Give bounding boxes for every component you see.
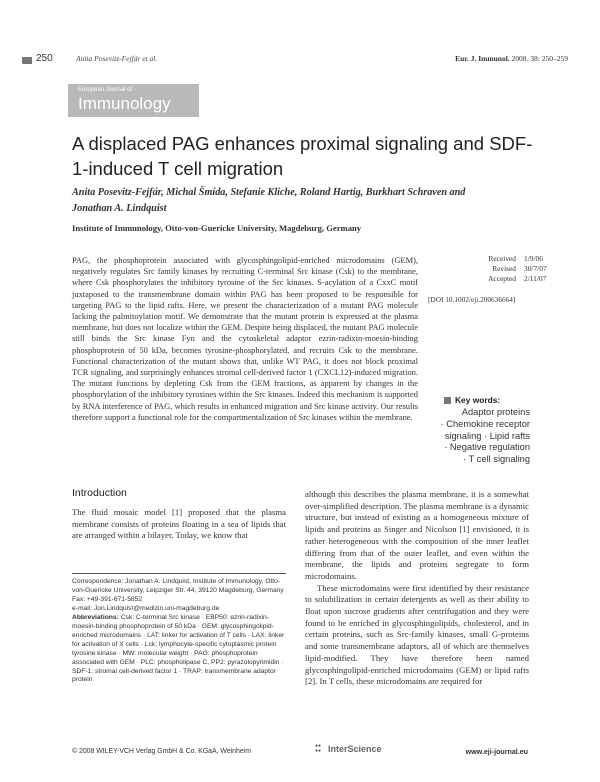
copyright: © 2008 WILEY-VCH Verlag GmbH & Co. KGaA, Weinheim (72, 748, 251, 755)
running-author: Anita Posevitz-Fejfár et al. (76, 54, 158, 63)
section-heading-introduction: Introduction (72, 487, 127, 499)
article-dates (452, 254, 562, 284)
footnote-divider (72, 573, 286, 574)
keyword-line: · Chemokine receptor (440, 418, 530, 429)
journal-citation (455, 54, 568, 63)
paragraph: These microdomains were first identified by their resistance to solubilization in certain detergents as well as their ability to float upon sucrose gradients after centrifugation and they were found to be enriched in glycosphingolipids, cholesterol, and in certain proteins, such as Src-family kinases, small G-proteins and some transmembrane adaptors, all of which are themselves lipid-modified. They have therefore been named glycosphingolipid-enriched microdomains (GEM) or lipid rafts [2]. In T cells, these microdomains are required for (305, 582, 529, 687)
affiliation: Institute of Immunology, Otto-von-Guericke University, Magdeburg, Germany (72, 223, 362, 233)
author-list: Anita Posevitz-Fejfár, Michal Šmída, Stefanie Kliche, Roland Hartig, Burkhart Schraven and Jonathan A. Lindquist (72, 187, 466, 214)
doi: [DOI 10.1002/eji.200636664] (428, 295, 516, 304)
interscience-logo (315, 744, 382, 754)
keywords-heading (444, 395, 500, 405)
page-number: 250 (36, 53, 53, 64)
keyword-line: signaling · Lipid rafts (444, 430, 530, 441)
banner-title: Immunology (78, 94, 171, 113)
abbreviations-label: Abbreviations: (72, 613, 119, 621)
accepted-label: Accepted (488, 274, 516, 283)
page-marker-icon (22, 57, 32, 64)
keywords-list (416, 407, 530, 466)
journal-website: www.eji-journal.eu (465, 748, 528, 756)
abbreviations-text: Csk: C-terminal Src kinase · EBP50: ezrin-radixin-moesin-binding phosphoprotein of 50 kDa · GEM: glycosphingolipid-enriched microdomains · LAT: linker for activation of T cells · LAX: linker for activation of X cells · Lck: lymphocyte-specific cytoplasmic protein tyrosine kinase · MW: molecular weight · PAG: phosphoprotein associated with GEM · PLC: phospholipase C, PP2: pyrazolopyrimidin · SDF-1: stromal cell-derived factor 1 · TRAP: transmembrane adaptor protein (72, 613, 285, 684)
keyword-marker-icon (444, 397, 451, 404)
logo-dots-icon: ●● ●● (315, 743, 322, 754)
intro-column-1: The fluid mosaic model [1] proposed that the plasma membrane consists of proteins floating in a sea of lipids that are arranged within a bilayer. Today, we know that (72, 507, 286, 541)
revised-label: Revised (492, 264, 516, 273)
accepted-date: 2/11/07 (524, 274, 547, 283)
keyword-line: · T cell signaling (463, 454, 530, 465)
abstract: PAG, the phosphoprotein associated with glycosphingolipid-enriched microdomains (GEM), negatively regulates Src family kinases by recruiting C-terminal Src kinase (Csk) to the membrane, where Csk phosphorylates the inhibitory tyrosine of the Src kinases. S-acylation of a CxxC motif juxtaposed to the transmembrane domain within PAG has been proposed to be responsible for targeting PAG to the lipid rafts. Here, we present the characterization of a mutant PAG molecule lacking the palmitoylation motif. We demonstrate that the mutant protein is expressed at the plasma membrane, but does not localize within the GEM. Despite being displaced, the mutant PAG molecule still binds the Src kinase Fyn and the cytoskeletal adaptor ezrin-radixin-moesin-binding phosphoprotein of 50 kDa, becomes tyrosine-phosphorylated, and recruits Csk to the membrane. Functional characterization of the mutant shows that, unlike WT PAG, it does not block proximal TCR signaling, and surprisingly enhances stromal cell-derived factor 1 (CXCL12)-induced migration. The mutant functions by depleting Csk from the GEM fractions, as apparent by changes in the phosphorylation of the inhibitory tyrosines within the Src kinases. Indeed this mechanism is supported by RNA interference of PAG, which results in enhanced migration and Src kinase activity. Our results therefore support a functional role for the compartmentalization of Src kinases within the membrane. (72, 255, 418, 422)
correspondence-fax: Fax: +49-391-671-5852 (72, 595, 143, 603)
received-label: Received (488, 254, 516, 263)
received-date: 1/9/06 (524, 254, 543, 263)
banner-subtitle: European Journal of (78, 87, 133, 93)
journal-name: Eur. J. Immunol. (455, 54, 510, 63)
article-title: A displaced PAG enhances proximal signaling and SDF-1-induced T cell migration (72, 133, 533, 179)
keyword-line: Adaptor proteins (461, 407, 530, 417)
journal-banner-logo (68, 84, 199, 117)
keywords-label: Key words: (455, 395, 501, 405)
paragraph: although this describes the plasma membrane, it is a somewhat over-simplified description. The plasma membrane is a dynamic structure, but instead of existing as a homogeneous mixture of lipids and proteins as Singer and Nicolson [1] envisioned, it is rather heterogeneous with the composition of the inner leaflet differing from that of the outer leaflet, and even within the membrane, the lipids and proteins segregate to form microdomains. (305, 489, 529, 581)
correspondence-label: Correspondence: (72, 578, 124, 585)
interscience-brand: InterScience (328, 744, 382, 754)
correspondence-footnote (72, 578, 288, 685)
correspondence-address: Jonathan A. Lindquist, Institute of Immunology, Otto-von-Guericke University, Leipziger Str. 44, 39120 Magdeburg, Germany (72, 578, 284, 594)
correspondence-email: e-mail: Jon.Lindquist@medizin.uni-magdeburg.de (72, 604, 220, 612)
keyword-line: · Negative regulation (444, 442, 530, 453)
intro-column-2 (305, 489, 529, 688)
revised-date: 30/7/07 (524, 264, 547, 273)
journal-year-pages: 2008. 38: 250–259 (511, 54, 568, 63)
